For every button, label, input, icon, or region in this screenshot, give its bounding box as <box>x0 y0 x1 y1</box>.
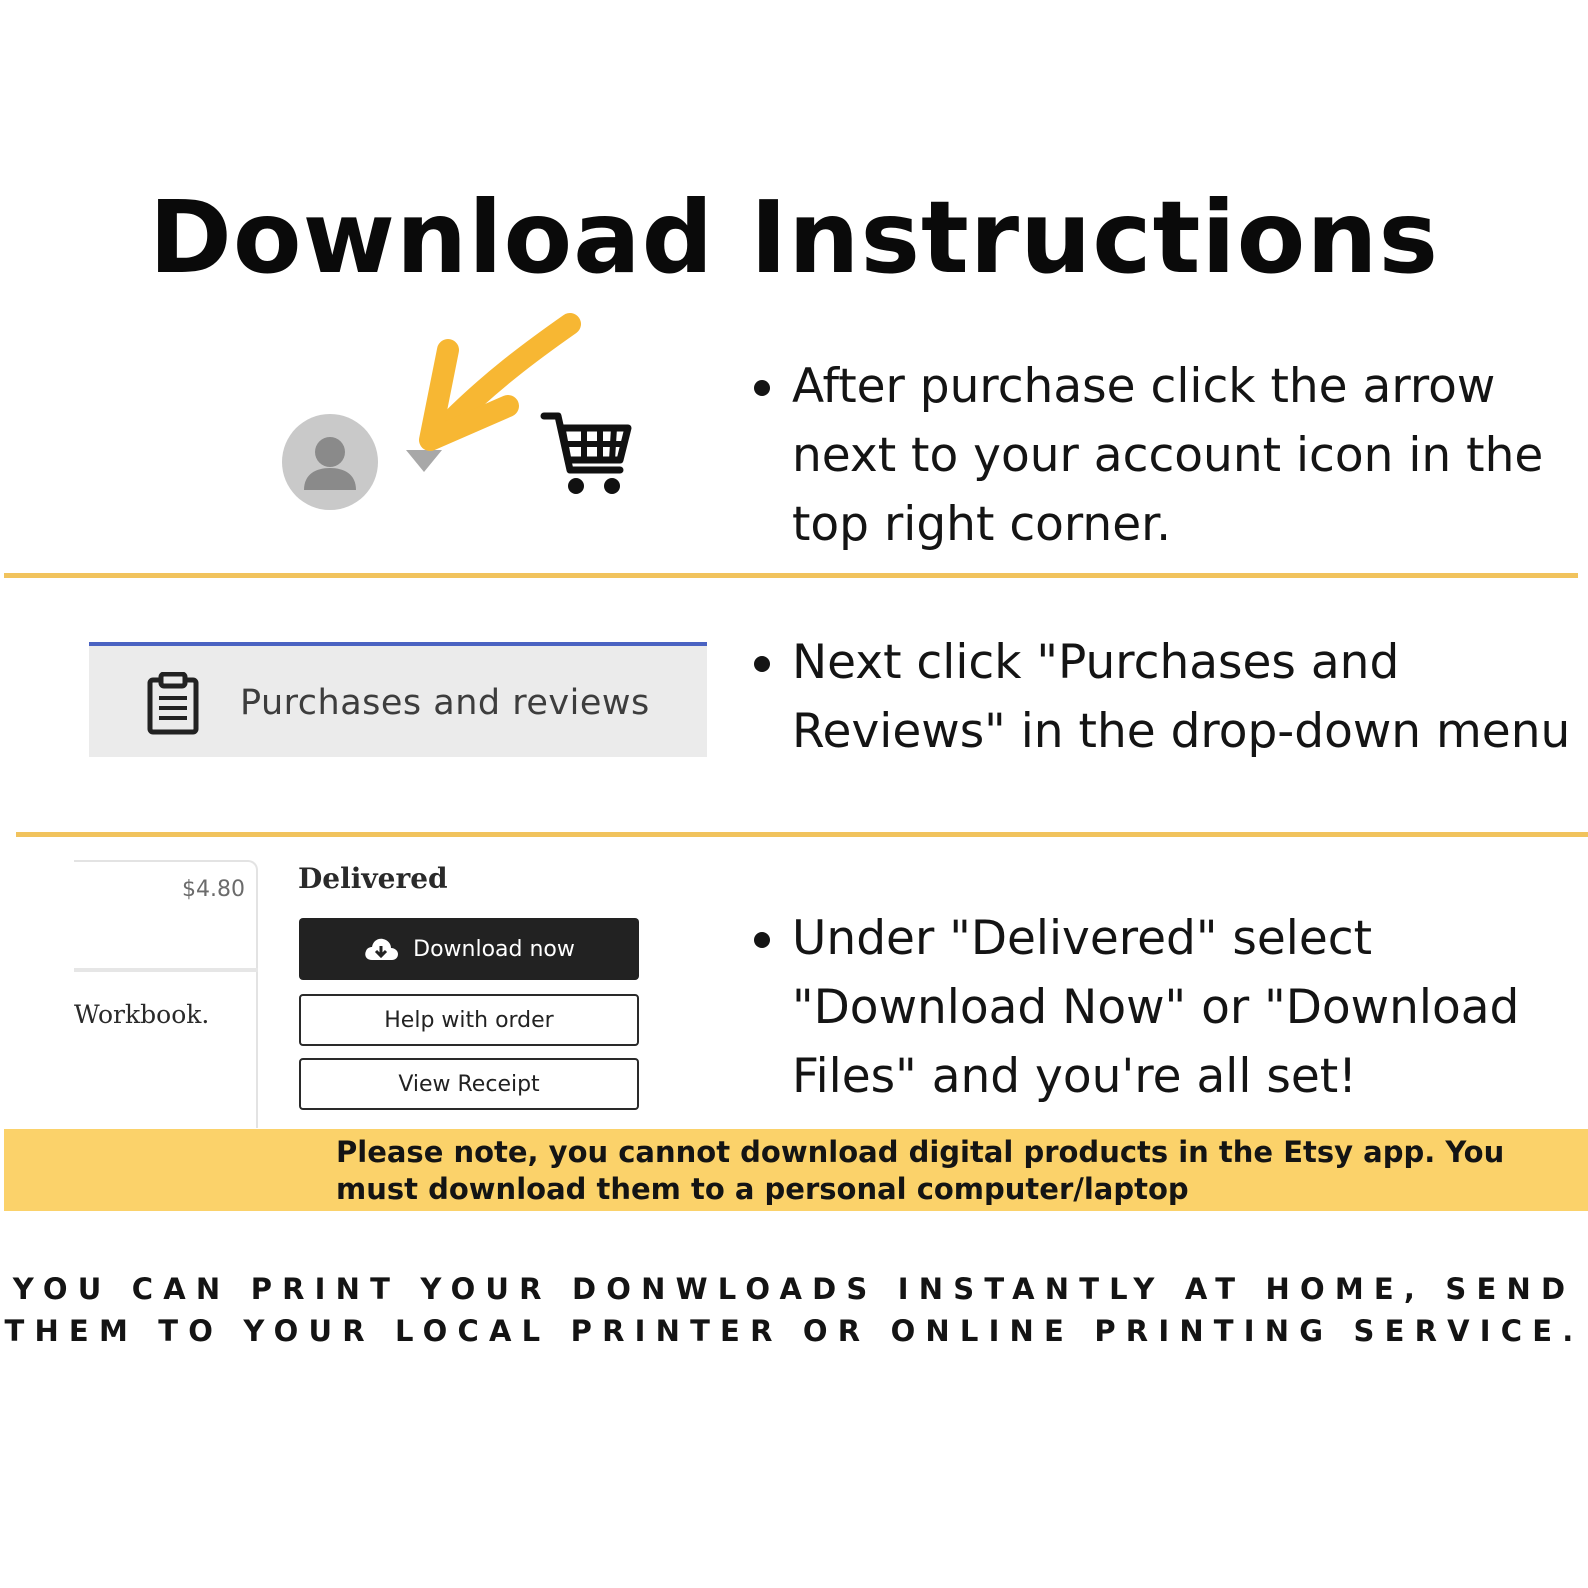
step2-text <box>792 628 1570 766</box>
delivery-status: Delivered <box>298 862 448 895</box>
help-with-order-button[interactable] <box>299 994 639 1046</box>
view-receipt-button[interactable] <box>299 1058 639 1110</box>
step3-text <box>792 904 1519 1111</box>
step1-line: After purchase click the arrow <box>792 359 1496 414</box>
note-text <box>336 1134 1516 1208</box>
bullet-point <box>754 380 770 396</box>
footer-line: YOU CAN PRINT YOUR DONWLOADS INSTANTLY AT HOME, SEND <box>12 1272 1576 1306</box>
step3-line: Files" and you're all set! <box>792 1049 1358 1104</box>
cart-icon[interactable] <box>540 410 636 500</box>
cloud-download-icon <box>363 936 399 962</box>
view-receipt-label: View Receipt <box>398 1071 540 1097</box>
menu-item-label: Purchases and reviews <box>240 683 650 723</box>
clipboard-icon <box>146 672 200 736</box>
step1-line: top right corner. <box>792 497 1172 552</box>
card-separator <box>74 968 258 972</box>
help-with-order-label: Help with order <box>384 1007 554 1033</box>
order-price: $4.80 <box>182 877 245 902</box>
step1-line: next to your account icon in the <box>792 428 1544 483</box>
dropdown-caret-icon[interactable] <box>406 450 442 474</box>
step3-line: Under "Delivered" select <box>792 911 1373 966</box>
note-line: Please note, you cannot download digital products in the Etsy app. You <box>336 1135 1505 1169</box>
download-now-button[interactable] <box>299 918 639 980</box>
section-divider <box>16 832 1588 837</box>
page-title: Download Instructions <box>148 179 1440 296</box>
step1-text <box>792 352 1543 559</box>
step3-line: "Download Now" or "Download <box>792 980 1520 1035</box>
step2-line: Reviews" in the drop-down menu <box>792 704 1571 759</box>
download-now-label: Download now <box>413 936 575 962</box>
step2-line: Next click "Purchases and <box>792 635 1400 690</box>
footer-line: THEM TO YOUR LOCAL PRINTER OR ONLINE PRINTING SERVICE. <box>4 1314 1584 1348</box>
bullet-point <box>754 932 770 948</box>
section-divider <box>4 573 1578 578</box>
account-icon[interactable] <box>282 414 378 510</box>
bullet-point <box>754 656 770 672</box>
note-line: must download them to a personal computer/laptop <box>336 1172 1189 1206</box>
item-name: Workbook. <box>74 1000 210 1029</box>
